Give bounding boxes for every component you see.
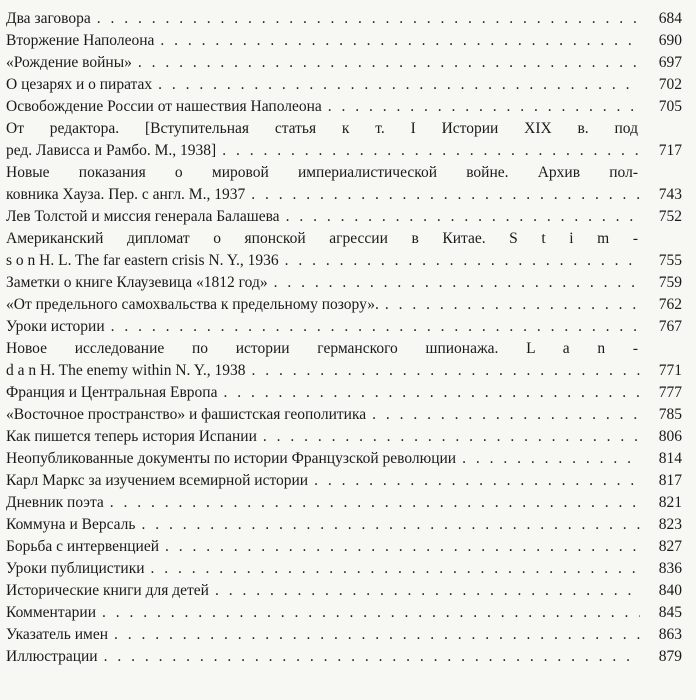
dot-leader	[160, 30, 640, 52]
toc-entry-title: «Восточное пространство» и фашистская геополитика	[6, 406, 367, 423]
toc-entry-page-number: 717	[658, 142, 682, 159]
toc-entry-page-number: 755	[658, 252, 682, 269]
dot-leader	[462, 448, 640, 470]
toc-entry-title: Иллюстрации	[6, 648, 98, 665]
toc-entry[interactable]	[6, 74, 682, 96]
dot-leader	[286, 206, 640, 228]
toc-entry-title: Уроки истории	[6, 318, 105, 335]
dot-leader	[114, 624, 640, 646]
toc-entry[interactable]	[6, 646, 682, 668]
dot-leader	[372, 404, 640, 426]
dot-leader	[110, 492, 640, 514]
toc-entry-page-number: 845	[658, 604, 682, 621]
toc-entry[interactable]	[6, 30, 682, 52]
toc-entry-page-number: 806	[658, 428, 682, 445]
toc-entry-page-number: 785	[658, 406, 682, 423]
dot-leader	[138, 52, 640, 74]
toc-entry-page-number: 759	[658, 274, 682, 291]
toc-entry-page-number: 702	[658, 76, 682, 93]
toc-entry-title: ковника Хауза. Пер. с англ. М., 1937	[6, 186, 246, 203]
toc-entry-title: Освобождение России от нашествия Наполеона	[6, 98, 322, 115]
toc-entry-page-number: 836	[658, 560, 682, 577]
toc-entry-page-number: 705	[658, 98, 682, 115]
toc-entry[interactable]	[6, 448, 682, 470]
toc-entry-page-number: 690	[658, 32, 682, 49]
dot-leader	[158, 74, 640, 96]
toc-entry-page-number: 767	[658, 318, 682, 335]
toc-entry[interactable]	[6, 206, 682, 228]
table-of-contents	[6, 8, 682, 668]
toc-entry-title: Заметки о книге Клаузевица «1812 год»	[6, 274, 268, 291]
toc-entry[interactable]	[6, 8, 682, 30]
dot-leader	[111, 316, 640, 338]
dot-leader	[285, 250, 640, 272]
toc-entry[interactable]	[6, 470, 682, 492]
toc-entry-title: Как пишется теперь история Испании	[6, 428, 257, 445]
toc-entry-title: Лев Толстой и миссия генерала Балашева	[6, 208, 280, 225]
toc-entry[interactable]	[6, 162, 682, 206]
toc-entry-page-number: 823	[658, 516, 682, 533]
toc-entry-page-number: 762	[658, 296, 682, 313]
toc-entry[interactable]	[6, 536, 682, 558]
dot-leader	[263, 426, 640, 448]
toc-entry-title: «От предельного самохвальства к предельному позору».	[6, 296, 379, 313]
toc-entry[interactable]	[6, 382, 682, 404]
dot-leader	[151, 558, 640, 580]
toc-entry[interactable]	[6, 426, 682, 448]
dot-leader	[97, 8, 640, 30]
toc-entry[interactable]	[6, 272, 682, 294]
toc-entry[interactable]	[6, 492, 682, 514]
toc-entry[interactable]	[6, 404, 682, 426]
toc-entry-page-number: 817	[658, 472, 682, 489]
dot-leader	[165, 536, 640, 558]
toc-entry-page-number: 879	[658, 648, 682, 665]
dot-leader	[274, 272, 640, 294]
toc-entry-title-line: Новое исследование по истории германского шпионажа. L a n -	[6, 340, 638, 357]
dot-leader	[251, 184, 640, 206]
toc-entry[interactable]	[6, 580, 682, 602]
toc-entry-page-number: 840	[658, 582, 682, 599]
dot-leader	[215, 580, 640, 602]
dot-leader	[328, 96, 640, 118]
toc-entry-title: Коммуна и Версаль	[6, 516, 136, 533]
toc-entry-title: Франция и Центральная Европа	[6, 384, 218, 401]
toc-entry[interactable]	[6, 228, 682, 272]
toc-entry-page-number: 777	[658, 384, 682, 401]
toc-entry-title: Неопубликованные документы по истории Французской революции	[6, 450, 457, 467]
dot-leader	[102, 602, 640, 624]
toc-entry-title: Дневник поэта	[6, 494, 104, 511]
toc-entry-title: Указатель имен	[6, 626, 108, 643]
toc-entry-page-number: 821	[658, 494, 682, 511]
toc-entry-title: Исторические книги для детей	[6, 582, 209, 599]
toc-entry[interactable]	[6, 316, 682, 338]
toc-entry-title: Вторжение Наполеона	[6, 32, 155, 49]
toc-entry-title-line: От редактора. [Вступительная статья к т. I Истории XIX в. под	[6, 120, 638, 137]
toc-entry[interactable]	[6, 294, 682, 316]
dot-leader	[141, 514, 640, 536]
toc-entry-title: s o n H. L. The far eastern crisis N. Y., 1936	[6, 252, 279, 269]
toc-entry-page-number: 827	[658, 538, 682, 555]
toc-entry-title: Два заговора	[6, 10, 91, 27]
dot-leader	[314, 470, 640, 492]
toc-entry[interactable]	[6, 602, 682, 624]
toc-entry-page-number: 697	[658, 54, 682, 71]
toc-entry-title: Комментарии	[6, 604, 96, 621]
toc-entry[interactable]	[6, 52, 682, 74]
toc-entry-page-number: 863	[658, 626, 682, 643]
toc-entry-title-line: Американский дипломат о японской агрессии в Китае. S t i m -	[6, 230, 638, 247]
dot-leader	[252, 360, 640, 382]
toc-entry-title: Уроки публицистики	[6, 560, 145, 577]
dot-leader	[223, 382, 640, 404]
toc-entry-page-number: 684	[658, 10, 682, 27]
toc-entry[interactable]	[6, 514, 682, 536]
dot-leader	[222, 140, 640, 162]
toc-entry-title-line: Новые показания о мировой империалистической войне. Архив пол-	[6, 164, 638, 181]
toc-entry-page-number: 752	[658, 208, 682, 225]
toc-entry-title: d a n H. The enemy within N. Y., 1938	[6, 362, 246, 379]
dot-leader	[385, 294, 640, 316]
toc-entry[interactable]	[6, 338, 682, 382]
toc-entry[interactable]	[6, 624, 682, 646]
toc-entry-title: ред. Лависса и Рамбо. М., 1938]	[6, 142, 217, 159]
toc-entry-title: Борьба с интервенцией	[6, 538, 160, 555]
toc-entry-title: О цезарях и о пиратах	[6, 76, 153, 93]
toc-entry-page-number: 743	[658, 186, 682, 203]
toc-entry-title: Карл Маркс за изучением всемирной истории	[6, 472, 309, 489]
dot-leader	[104, 646, 640, 668]
toc-entry[interactable]	[6, 118, 682, 162]
toc-entry-page-number: 814	[658, 450, 682, 467]
toc-entry-title: «Рождение войны»	[6, 54, 132, 71]
toc-entry[interactable]	[6, 96, 682, 118]
toc-entry-page-number: 771	[658, 362, 682, 379]
toc-entry[interactable]	[6, 558, 682, 580]
